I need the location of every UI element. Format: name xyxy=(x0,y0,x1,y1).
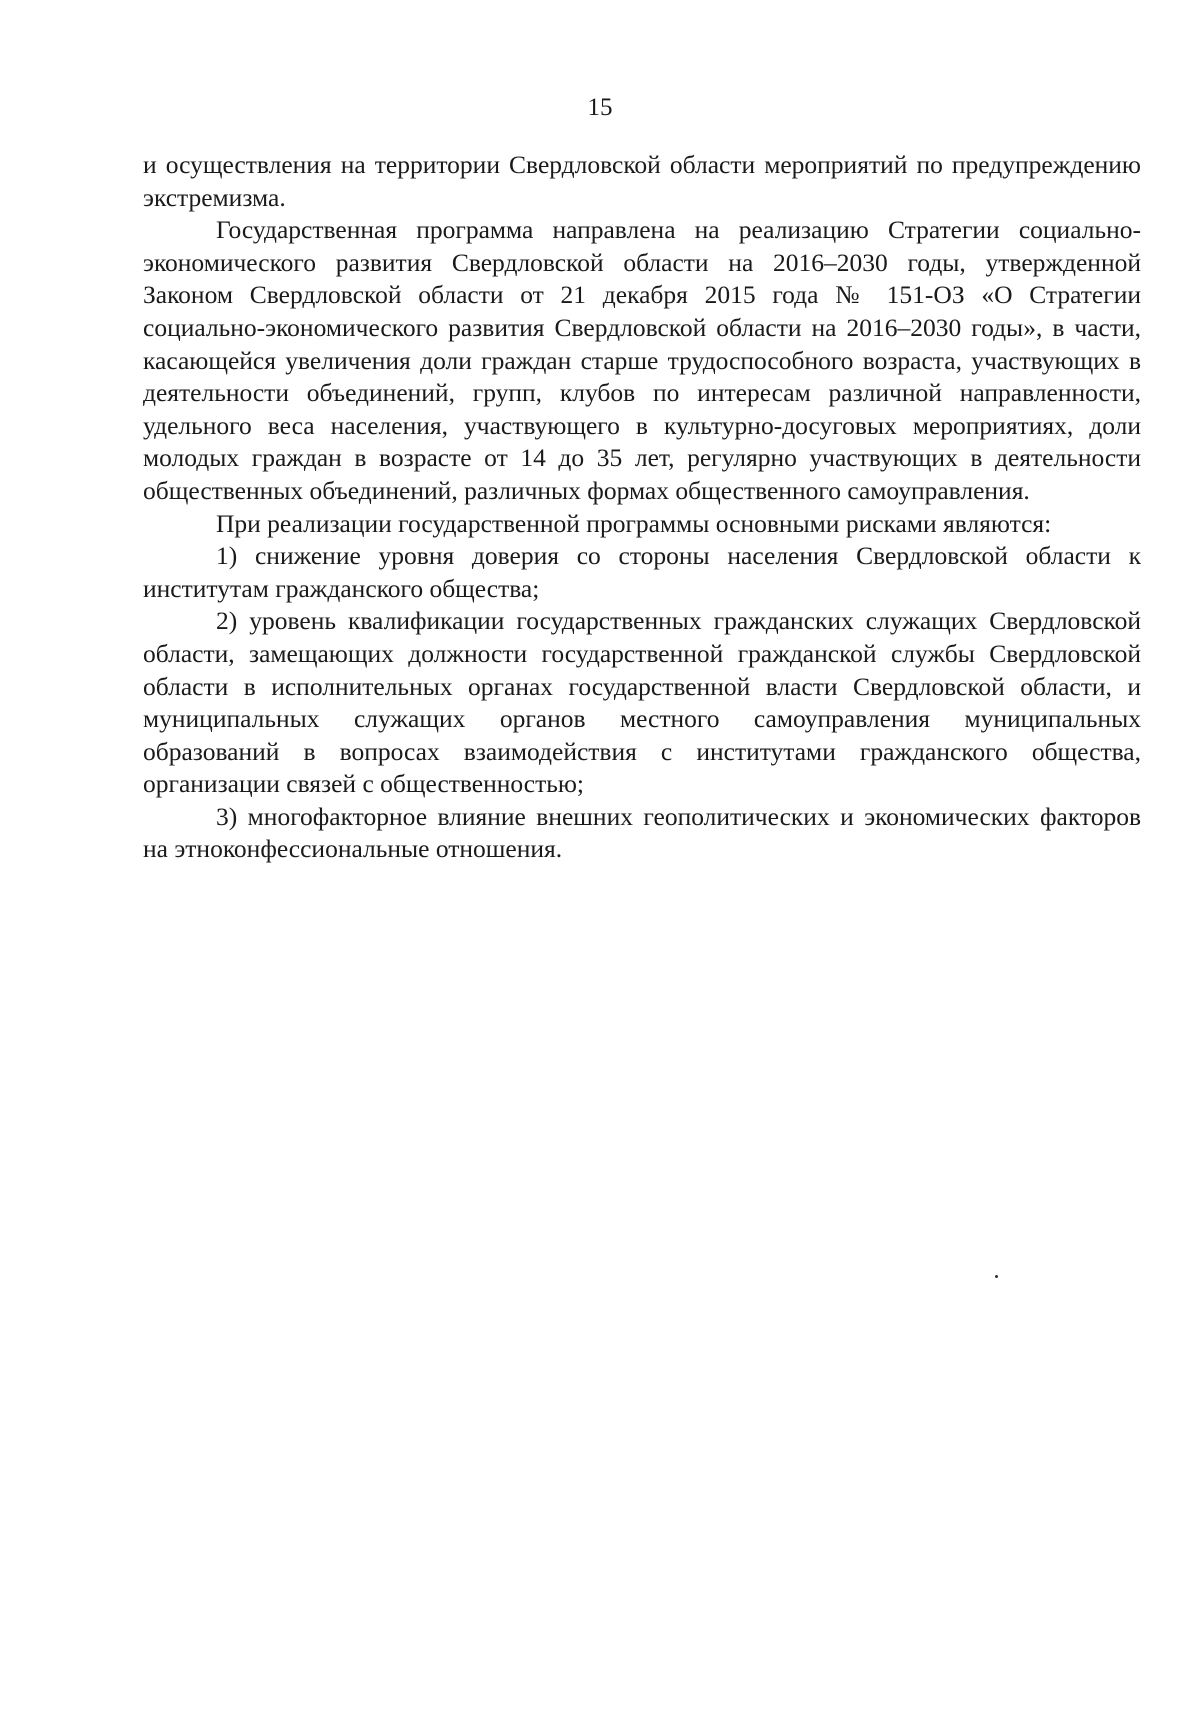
paragraph-extremism-continuation: и осуществления на территории Свердловской области мероприятий по предупреждению экстремизма. xyxy=(143,150,1141,212)
body-text xyxy=(143,149,1141,866)
paragraph-risk-3: 3) многофакторное влияние внешних геополитических и экономических факторов на этноконфессиональные отношения. xyxy=(143,801,1141,864)
page-number: 15 xyxy=(587,94,613,121)
paragraph-risk-1: 1) снижение уровня доверия со стороны населения Свердловской области к институтам гражданского общества; xyxy=(143,541,1141,603)
scan-speck xyxy=(995,1275,998,1278)
paragraph-program-strategy: Государственная программа направлена на реализацию Стратегии социально-экономического развития Свердловской области на 2016–2030 годы, утвержденной Законом Свердловской области от 21 декабря 2015 года № 151-ОЗ «О Стратегии социально-экономического развития Свердловской области на 2016–2030 годы», в части, касающейся увеличения доли граждан старше трудоспособного возраста, участвующих в деятельности объединений, групп, клубов по интересам различной направленности, удельного веса населения, участвующего в культурно-досуговых мероприятиях, доли молодых граждан в возрасте от 14 до 35 лет, регулярно участвующих в деятельности общественных объединений, различных формах общественного самоуправления. xyxy=(143,215,1141,505)
paragraph-risk-2: 2) уровень квалификации государственных гражданских служащих Свердловской области, замещающих должности государственной гражданской службы Свердловской области в исполнительных органах государственной власти Свердловской области, и муниципальных служащих органов местного самоуправления муниципальных образований в вопросах взаимодействия с институтами гражданского общества, организации связей с общественностью; xyxy=(143,606,1141,799)
paragraph-risks-intro: При реализации государственной программы основными рисками являются: xyxy=(216,508,1052,538)
